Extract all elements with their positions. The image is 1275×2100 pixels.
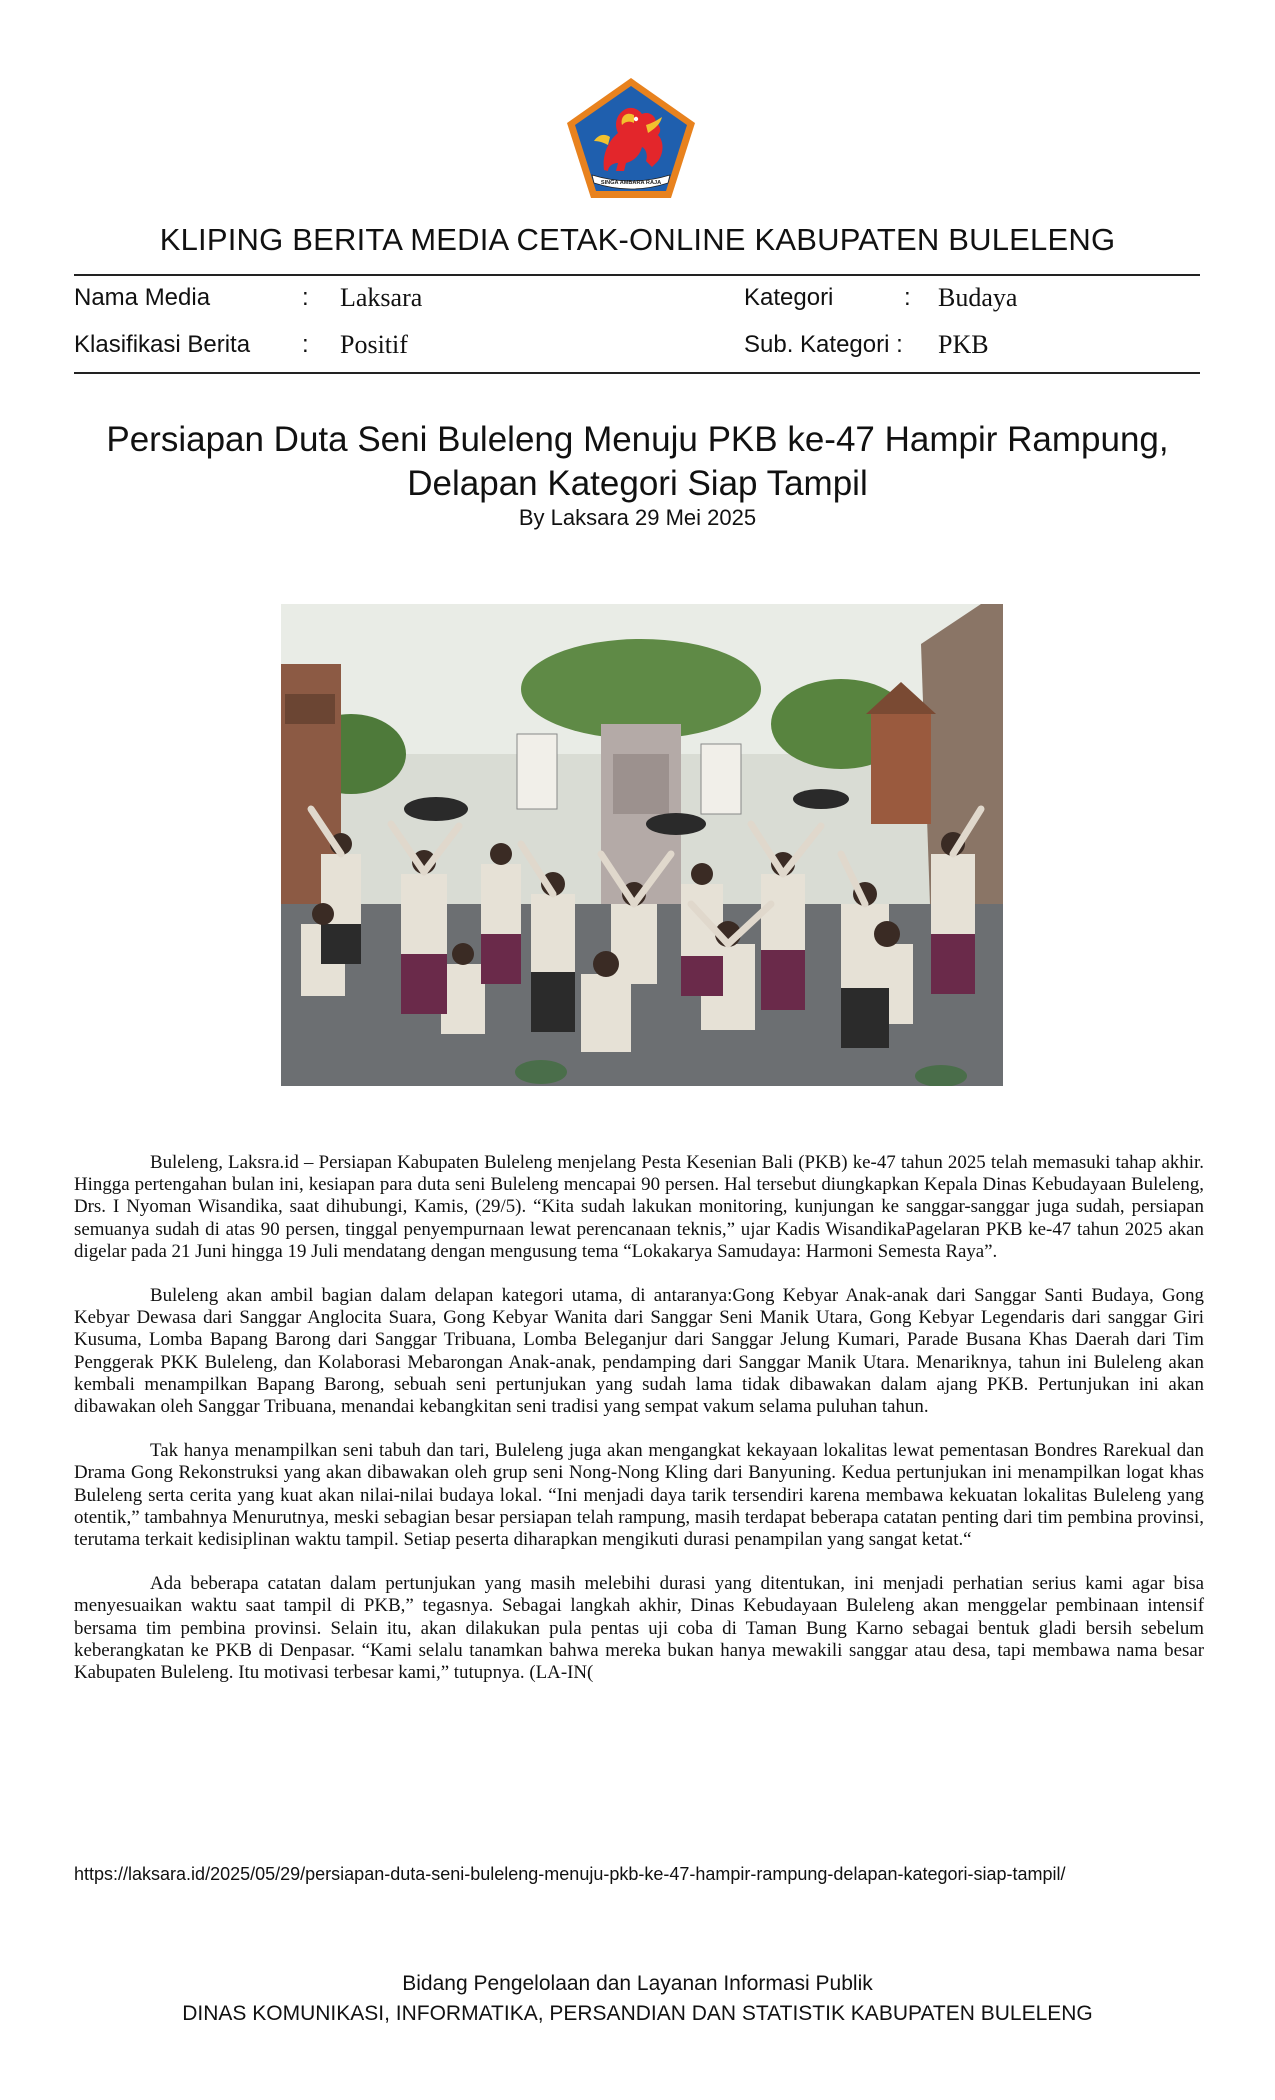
subcategory-value: PKB <box>938 330 989 359</box>
article-paragraph-1: Buleleng, Laksra.id – Persiapan Kabupaten Buleleng menjelang Pesta Kesenian Bali (PKB) ke-47 tahun 2025 telah memasuki tahap akhir. Hingga pertengahan bulan ini, kesiapan para duta seni Buleleng mencapai 90 persen. Hal tersebut diungkapkan Kepala Dinas Kebudayaan Buleleng, Drs. I Nyoman Wisandika, saat dihubungi, Kamis, (29/5). “Kita sudah lakukan monitoring, kunjungan ke sanggar-sanggar juga sudah, persiapan semuanya sudah di atas 90 persen, tinggal penyempurnaan lewat perencanaan teknis,” ujar Kadis WisandikaPagelaran PKB ke-47 tahun 2025 akan digelar pada 21 Juni hingga 19 Juli mendatang dengan mengusung tema “Lokakarya Samudaya: Harmoni Semesta Raya”. <box>74 1152 1204 1262</box>
header-top-rule <box>74 274 1200 276</box>
article-paragraph-4: Ada beberapa catatan dalam pertunjukan yang masih melebihi durasi yang ditentukan, ini menjadi perhatian serius kami agar bisa menyesuaikan waktu saat tampil di PKB,” tegasnya. Sebagai langkah akhir, Dinas Kebudayaan Buleleng akan menggelar pembinaan intensif bersama tim pembina provinsi. Selain itu, akan dilakukan pula pentas uji coba di Taman Bung Karno sebagai bentuk gladi bersih sebelum keberangkatan ke PKB di Denpasar. “Kami selalu tanamkan bahwa mereka bukan hanya mewakili sanggar atau desa, tapi membawa nama besar Kabupaten Buleleng. Itu motivasi terbesar kami,” tutupnya. (LA-IN( <box>74 1573 1204 1684</box>
header-bottom-rule <box>74 372 1200 374</box>
category-label: Kategori <box>744 284 834 311</box>
meta-row-classification <box>74 331 1200 367</box>
article-title <box>0 418 1275 506</box>
article-byline: By Laksara 29 Mei 2025 <box>518 505 757 530</box>
category-colon: : <box>904 284 911 311</box>
media-name-colon: : <box>302 284 309 311</box>
classification-label: Klasifikasi Berita <box>74 331 251 358</box>
media-name-value: Laksara <box>340 283 423 312</box>
article-body <box>74 1152 1204 1706</box>
footer-agency: DINAS KOMUNIKASI, INFORMATIKA, PERSANDIAN DAN STATISTIK KABUPATEN BULELENG <box>182 2002 1093 2025</box>
meta-row-media <box>74 284 1200 320</box>
kabupaten-buleleng-logo <box>564 75 698 201</box>
article-title-line-1: Persiapan Duta Seni Buleleng Menuju PKB ke-47 Hampir Rampung, <box>106 420 1169 459</box>
category-value: Budaya <box>938 283 1018 312</box>
media-name-label: Nama Media <box>74 284 211 311</box>
article-photo <box>281 604 1003 1086</box>
classification-value: Positif <box>340 330 408 359</box>
classification-colon: : <box>302 331 309 358</box>
subcategory-label: Sub. Kategori : <box>744 331 903 358</box>
article-title-line-2: Delapan Kategori Siap Tampil <box>407 464 868 503</box>
article-paragraph-3: Tak hanya menampilkan seni tabuh dan tari, Buleleng juga akan mengangkat kekayaan lokalitas lewat pementasan Bondres Rarekual dan Drama Gong Rekonstruksi yang akan dibawakan oleh grup seni Nong-Nong Kling dari Banyuning. Kedua pertunjukan ini menampilkan logat khas Buleleng serta cerita yang kuat akan nilai-nilai budaya lokal. “Ini menjadi daya tarik tersendiri karena membawa kekuatan lokalitas Buleleng yang otentik,” tambahnya Menurutnya, meski sebagian besar persiapan telah rampung, masih terdapat beberapa catatan penting dari tim pembina provinsi, terutama terkait kedisiplinan waktu tampil. Setiap peserta diharapkan mengikuti durasi penampilan yang sangat ketat.“ <box>74 1440 1204 1551</box>
article-paragraph-2: Buleleng akan ambil bagian dalam delapan kategori utama, di antaranya:Gong Kebyar Anak-anak dari Sanggar Santi Budaya, Gong Kebyar Dewasa dari Sanggar Anglocita Suara, Gong Kebyar Wanita dari Sanggar Seni Manik Utara, Gong Kebyar Legendaris dari sanggar Giri Kusuma, Lomba Bapang Barong dari Sanggar Tribuana, Lomba Beleganjur dari Sanggar Jelung Kumari, Parade Busana Khas Daerah dari Tim Penggerak PKK Buleleng, dan Kolaborasi Mebarongan Anak-anak, pendamping dari Sanggar Manik Utara. Menariknya, tahun ini Buleleng akan kembali menampilkan Bapang Barong, sebuah seni pertunjukan yang sudah lama tidak dibawakan dalam ajang PKB. Pertunjukan ini akan dibawakan oleh Sanggar Tribuana, menandai kebangkitan seni tradisi yang sempat vakum selama puluhan tahun. <box>74 1285 1204 1418</box>
source-url-link[interactable]: https://laksara.id/2025/05/29/persiapan-duta-seni-buleleng-menuju-pkb-ke-47-hampir-rampung-delapan-kategori-siap-tampil/ <box>74 1864 1066 1884</box>
document-header-title: KLIPING BERITA MEDIA CETAK-ONLINE KABUPATEN BULELENG <box>159 222 1116 257</box>
logo-motto: SINGA AMBARA RAJA <box>600 180 662 186</box>
footer-department: Bidang Pengelolaan dan Layanan Informasi Publik <box>402 1972 873 1995</box>
